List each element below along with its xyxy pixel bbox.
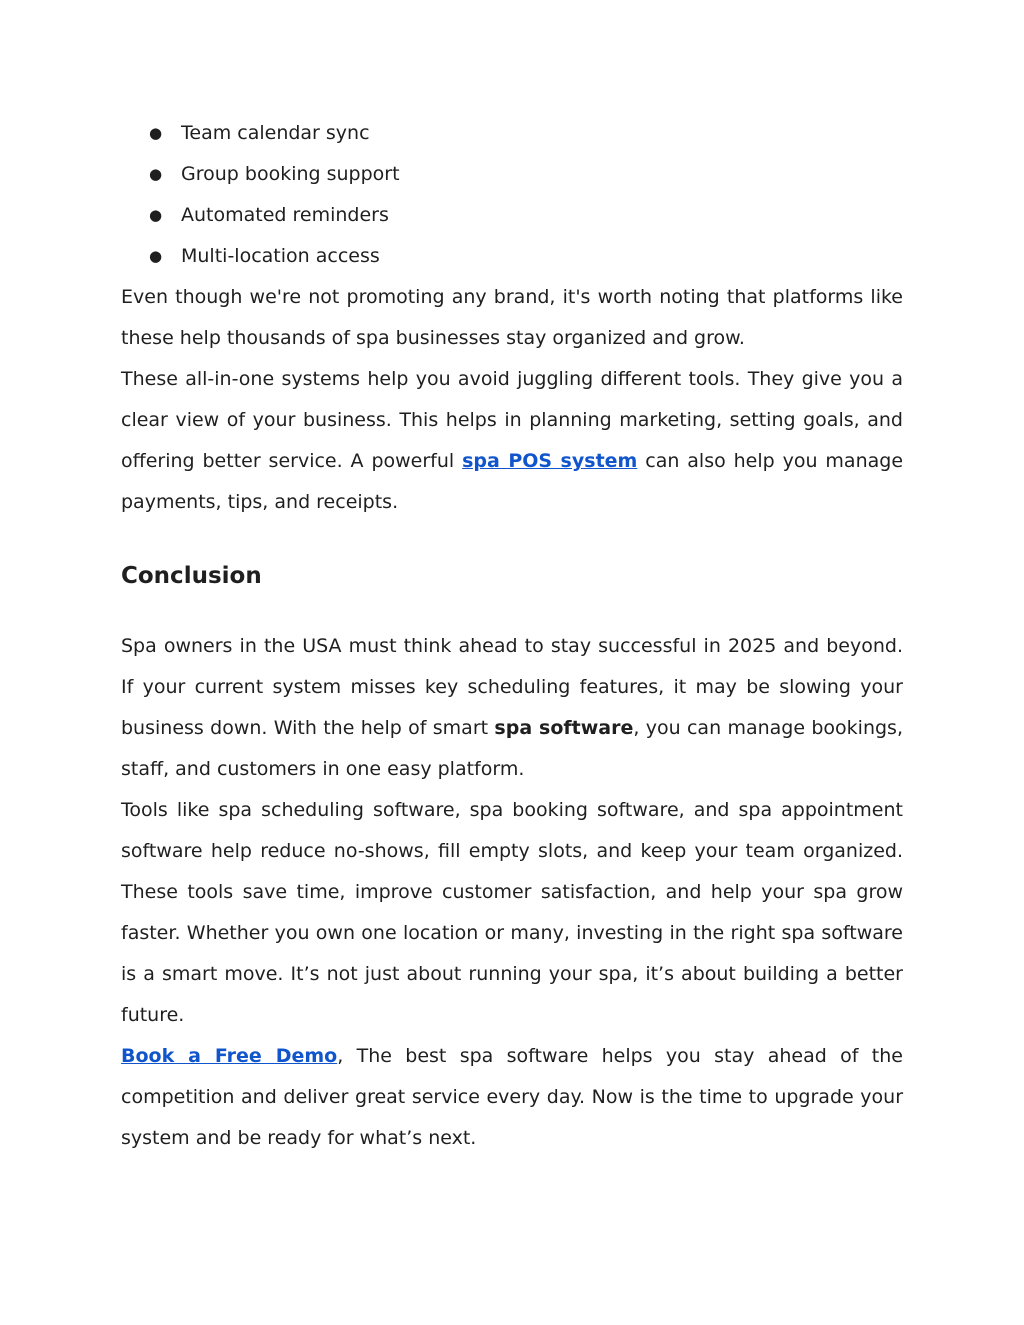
- bullet-icon: ●: [149, 206, 163, 224]
- list-item: [121, 195, 903, 236]
- paragraph-text: Spa owners in the USA must think ahead to stay successful in 2025 and beyond. If your current system misses key scheduling features, it may be slowing your business down. With the help of smart: [121, 635, 903, 739]
- list-item-text: Automated reminders: [181, 204, 389, 226]
- bullet-icon: ●: [149, 247, 163, 265]
- list-item-text: Team calendar sync: [181, 122, 370, 144]
- list-item-text: Group booking support: [181, 163, 400, 185]
- list-item-text: Multi-location access: [181, 245, 380, 267]
- paragraph-demo: [121, 1036, 903, 1159]
- paragraph-text: Tools like spa scheduling software, spa booking software, and spa appointment software help reduce no-shows, fill empty slots, and keep your team organized. These tools save time, improve customer satisfaction, and help your spa grow faster. Whether you own one location or many, investing in the right spa software is a smart move. It’s not just about running your spa, it’s about building a better future.: [121, 799, 903, 1026]
- bold-spa-software: spa software: [494, 717, 634, 739]
- list-item: [121, 236, 903, 277]
- spa-pos-system-link[interactable]: spa POS system: [462, 450, 638, 472]
- paragraph-text: These all-in-one systems help you avoid juggling different tools. They give you a clear view of your business. This helps in planning marketing, setting goals, and offering better service. A powerful: [121, 368, 903, 472]
- paragraph-all-in-one: [121, 359, 903, 523]
- paragraph-text: , you can manage bookings, staff, and customers in one easy platform.: [121, 717, 903, 780]
- paragraph-conclusion-intro: [121, 626, 903, 790]
- bullet-icon: ●: [149, 165, 163, 183]
- paragraph-tools: [121, 790, 903, 1036]
- list-item: [121, 113, 903, 154]
- bullet-icon: ●: [149, 124, 163, 142]
- conclusion-heading: Conclusion: [121, 563, 262, 589]
- book-free-demo-link[interactable]: Book a Free Demo: [121, 1045, 338, 1067]
- feature-list: [121, 113, 903, 277]
- document-page: [121, 113, 903, 1159]
- paragraph-brand-note: [121, 277, 903, 359]
- list-item: [121, 154, 903, 195]
- paragraph-text: Even though we're not promoting any brand, it's worth noting that platforms like these help thousands of spa businesses stay organized and grow.: [121, 286, 903, 349]
- paragraph-text: can also help you manage payments, tips, and receipts.: [121, 450, 904, 513]
- paragraph-text: , The best spa software helps you stay ahead of the competition and deliver great service every day. Now is the time to upgrade your system and be ready for what’s next.: [121, 1045, 903, 1149]
